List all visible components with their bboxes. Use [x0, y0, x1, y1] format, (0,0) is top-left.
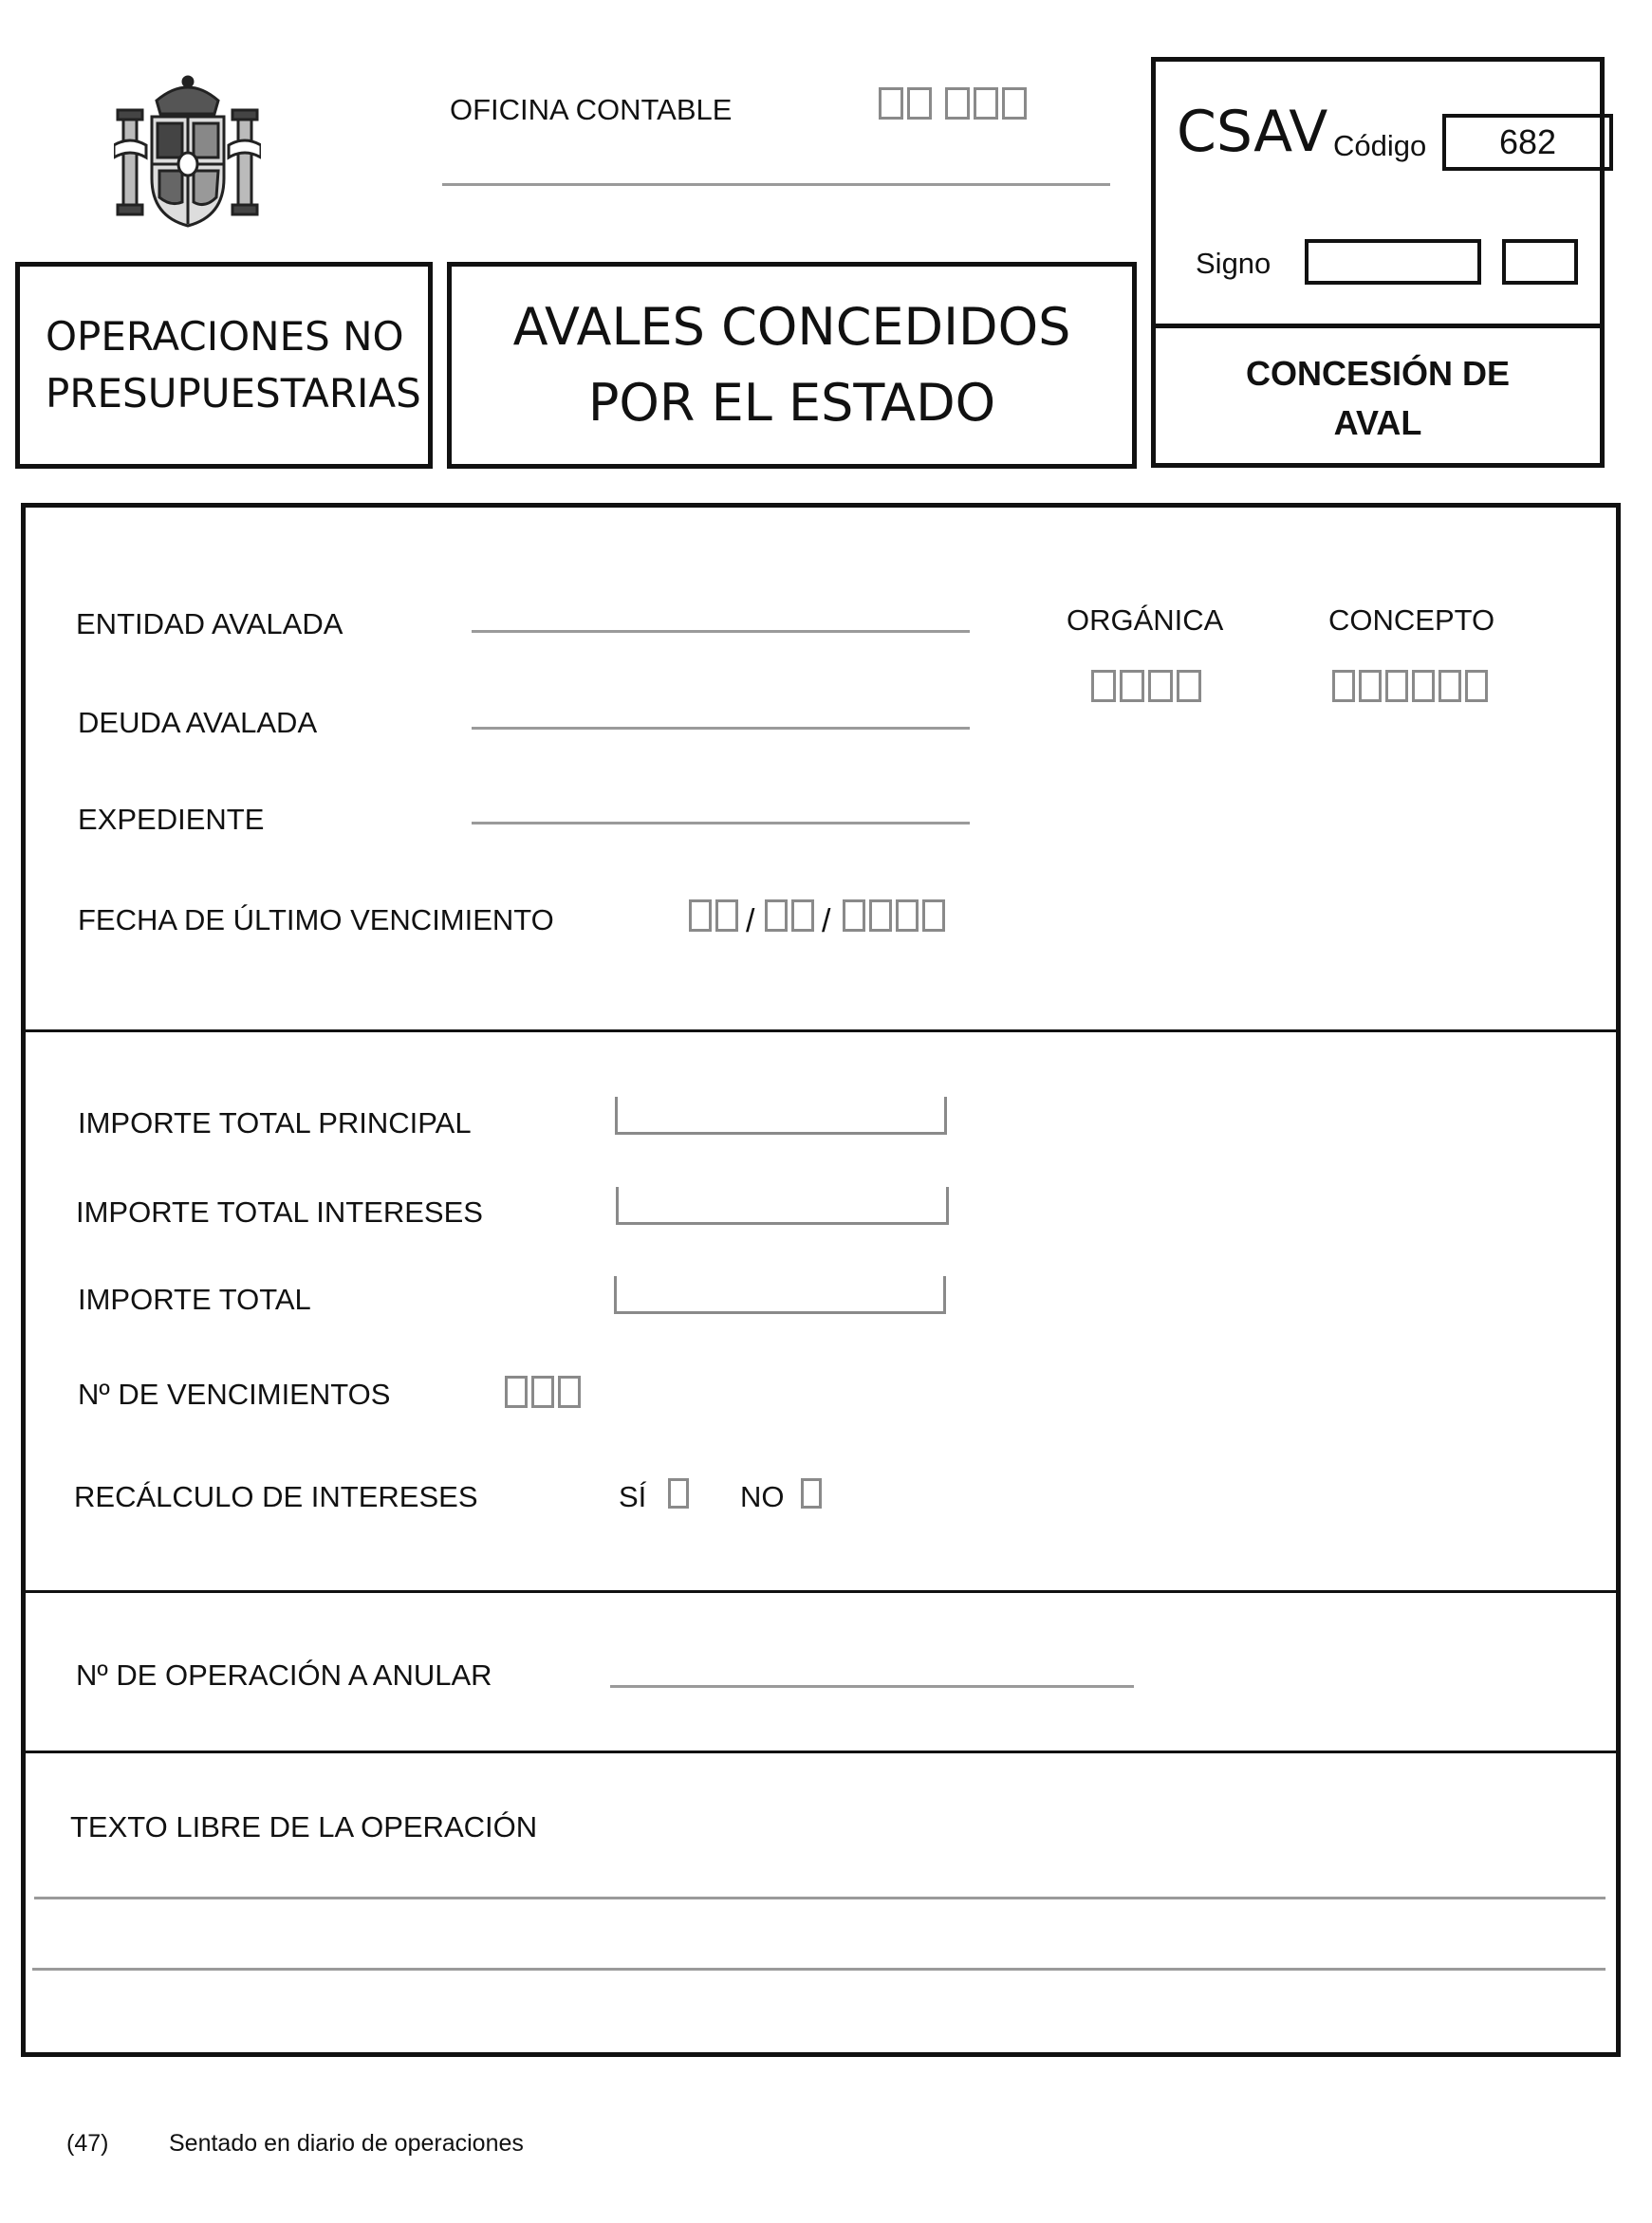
concepto-digit-cell[interactable]: [1465, 670, 1488, 702]
date-digit-cell[interactable]: [896, 899, 919, 932]
texto-libre-line-1[interactable]: [34, 1897, 1606, 1899]
no-label: NO: [740, 1480, 785, 1513]
organica-digit-cell[interactable]: [1120, 670, 1144, 702]
section-divider: [23, 1590, 1619, 1593]
organica-label: ORGÁNICA: [1067, 603, 1224, 637]
oficina-contable-label: OFICINA CONTABLE: [450, 93, 733, 126]
concepto-digit-cell[interactable]: [1359, 670, 1382, 702]
intereses-amount-field[interactable]: [616, 1187, 949, 1225]
concesion-line-1: CONCESIÓN DE: [1245, 354, 1511, 393]
concesion-line-2: AVAL: [1333, 403, 1422, 442]
principal-amount-field[interactable]: [615, 1097, 947, 1135]
organica-digit-cell[interactable]: [1177, 670, 1201, 702]
date-digit-cell[interactable]: [922, 899, 945, 932]
no-checkbox[interactable]: [801, 1478, 822, 1509]
coat-of-arms-icon: [114, 74, 261, 231]
oficina-digit-cell[interactable]: [879, 87, 903, 120]
date-digit-cell[interactable]: [715, 899, 738, 932]
deuda-field[interactable]: [472, 727, 970, 730]
concepto-digit-cell[interactable]: [1412, 670, 1435, 702]
organica-field[interactable]: [1091, 670, 1201, 702]
date-separator: /: [822, 903, 831, 939]
organica-digit-cell[interactable]: [1091, 670, 1116, 702]
concepto-field[interactable]: [1332, 670, 1488, 702]
principal-label: IMPORTE TOTAL PRINCIPAL: [78, 1106, 472, 1139]
expediente-field[interactable]: [472, 822, 970, 824]
vencimientos-label: Nº DE VENCIMIENTOS: [78, 1378, 391, 1411]
date-separator: /: [746, 903, 755, 939]
footnote-number: (47): [66, 2130, 109, 2157]
avales-title: [447, 289, 1137, 441]
date-digit-cell[interactable]: [765, 899, 788, 932]
date-digit-cell[interactable]: [689, 899, 712, 932]
vencimientos-digit-cell[interactable]: [558, 1376, 581, 1408]
oficina-code-field[interactable]: [879, 87, 1027, 120]
date-digit-cell[interactable]: [791, 899, 814, 932]
avales-line-1: AVALES CONCEDIDOS: [512, 297, 1071, 357]
si-checkbox[interactable]: [668, 1478, 689, 1509]
expediente-label: EXPEDIENTE: [78, 803, 265, 836]
fecha-month-field[interactable]: [765, 899, 814, 932]
signo-suffix-field[interactable]: [1502, 239, 1578, 285]
codigo-value: 682: [1442, 114, 1613, 171]
section-divider: [23, 1029, 1619, 1032]
recalculo-label: RECÁLCULO DE INTERESES: [74, 1480, 478, 1513]
date-digit-cell[interactable]: [843, 899, 865, 932]
oficina-underline: [442, 183, 1110, 186]
fecha-day-field[interactable]: [689, 899, 738, 932]
concesion-title: [1151, 349, 1605, 448]
concepto-digit-cell[interactable]: [1385, 670, 1408, 702]
oficina-digit-cell[interactable]: [907, 87, 932, 120]
oficina-digit-cell[interactable]: [945, 87, 970, 120]
anular-field[interactable]: [610, 1685, 1134, 1688]
date-digit-cell[interactable]: [869, 899, 892, 932]
texto-libre-line-2[interactable]: [32, 1968, 1606, 1971]
footnote-text: Sentado en diario de operaciones: [169, 2130, 524, 2157]
anular-label: Nº DE OPERACIÓN A ANULAR: [76, 1658, 492, 1692]
fecha-year-field[interactable]: [843, 899, 945, 932]
form-code: CSAV: [1177, 99, 1328, 165]
concepto-digit-cell[interactable]: [1332, 670, 1355, 702]
vencimientos-field[interactable]: [505, 1376, 581, 1408]
texto-libre-label: TEXTO LIBRE DE LA OPERACIÓN: [70, 1810, 538, 1843]
oficina-digit-cell[interactable]: [974, 87, 998, 120]
signo-label: Signo: [1196, 247, 1271, 280]
fecha-label: FECHA DE ÚLTIMO VENCIMIENTO: [78, 903, 554, 936]
vencimientos-digit-cell[interactable]: [531, 1376, 554, 1408]
avales-line-2: POR EL ESTADO: [587, 373, 996, 433]
deuda-label: DEUDA AVALADA: [78, 706, 318, 739]
section-divider: [23, 1751, 1619, 1753]
codigo-label: Código: [1333, 129, 1427, 162]
operaciones-line-1: OPERACIONES NO: [46, 313, 404, 360]
operaciones-title: [46, 308, 421, 422]
concepto-digit-cell[interactable]: [1439, 670, 1461, 702]
concepto-label: CONCEPTO: [1328, 603, 1495, 637]
organica-digit-cell[interactable]: [1148, 670, 1173, 702]
csav-box: [1151, 57, 1605, 328]
si-label: SÍ: [619, 1480, 647, 1513]
entidad-field[interactable]: [472, 630, 970, 633]
signo-field[interactable]: [1305, 239, 1481, 285]
vencimientos-digit-cell[interactable]: [505, 1376, 528, 1408]
entidad-label: ENTIDAD AVALADA: [76, 607, 343, 640]
intereses-label: IMPORTE TOTAL INTERESES: [76, 1195, 483, 1229]
oficina-digit-cell[interactable]: [1002, 87, 1027, 120]
total-label: IMPORTE TOTAL: [78, 1283, 311, 1316]
operaciones-line-2: PRESUPUESTARIAS: [46, 370, 421, 417]
total-amount-field[interactable]: [614, 1276, 946, 1314]
